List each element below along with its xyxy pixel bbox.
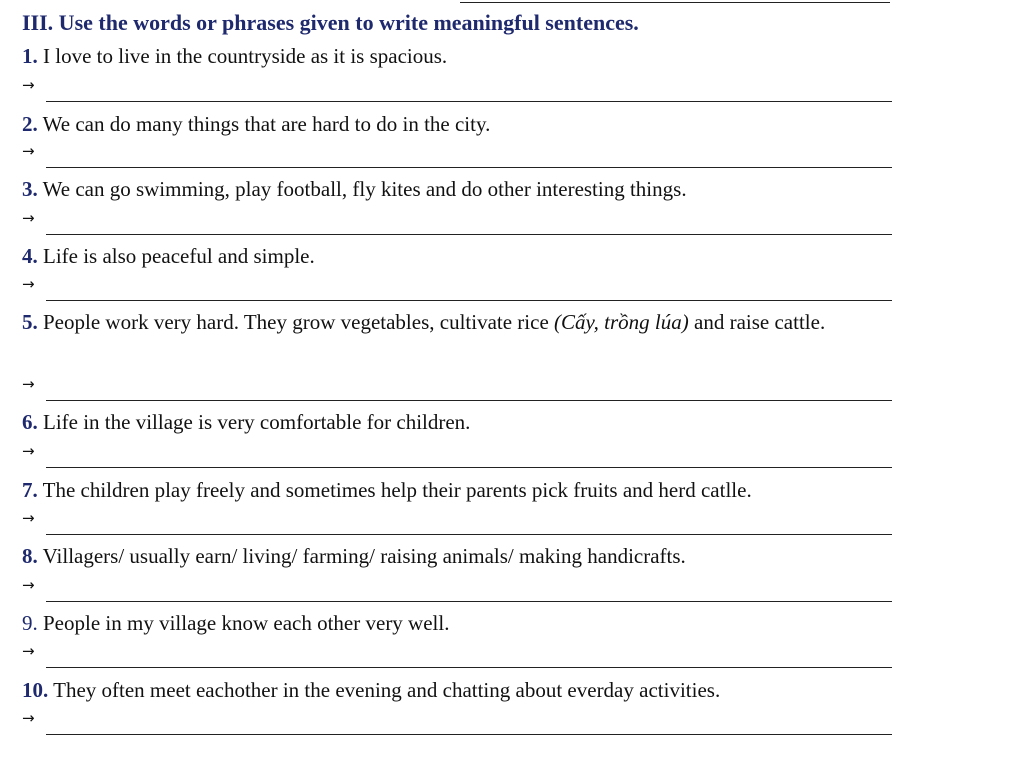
arrow-icon: → xyxy=(22,709,35,727)
question-text-continued: and raise cattle. xyxy=(688,310,826,334)
question-number: 6. xyxy=(22,410,38,434)
arrow-icon: → xyxy=(22,442,35,460)
question-text: Life is also peaceful and simple. xyxy=(37,244,315,268)
answer-underline xyxy=(46,300,892,301)
arrow-icon: → xyxy=(22,209,35,227)
question-number: 8. xyxy=(22,544,38,568)
question-10 xyxy=(22,674,720,706)
answer-line-2[interactable] xyxy=(22,142,892,168)
question-6 xyxy=(22,406,470,438)
answer-underline xyxy=(46,167,892,168)
answer-line-4[interactable] xyxy=(22,275,892,301)
question-5 xyxy=(22,306,984,338)
question-7 xyxy=(22,474,752,506)
question-8 xyxy=(22,540,686,572)
answer-line-5[interactable] xyxy=(22,375,892,401)
answer-line-7[interactable] xyxy=(22,509,892,535)
question-number: 2. xyxy=(22,112,38,136)
question-number: 1. xyxy=(22,44,38,68)
question-9 xyxy=(22,607,449,639)
arrow-icon: → xyxy=(22,375,35,393)
answer-underline xyxy=(46,101,892,102)
question-text: We can go swimming, play football, fly kites and do other interesting things. xyxy=(37,177,687,201)
answer-line-6[interactable] xyxy=(22,442,892,468)
question-text: We can do many things that are hard to do in the city. xyxy=(37,112,491,136)
arrow-icon: → xyxy=(22,642,35,660)
question-number: 7. xyxy=(22,478,38,502)
question-number: 9. xyxy=(22,611,38,635)
question-text: I love to live in the countryside as it is spacious. xyxy=(37,44,448,68)
question-2 xyxy=(22,108,490,140)
arrow-icon: → xyxy=(22,576,35,594)
answer-line-8[interactable] xyxy=(22,576,892,602)
answer-underline xyxy=(46,534,892,535)
question-text: Villagers/ usually earn/ living/ farming/ raising animals/ making handicrafts. xyxy=(37,544,686,568)
answer-underline xyxy=(46,467,892,468)
arrow-icon: → xyxy=(22,509,35,527)
question-4 xyxy=(22,240,315,272)
question-1 xyxy=(22,40,447,72)
answer-line-9[interactable] xyxy=(22,642,892,668)
answer-underline xyxy=(46,400,892,401)
question-text: The children play freely and sometimes help their parents pick fruits and herd catlle. xyxy=(37,478,752,502)
question-text: People work very hard. They grow vegetables, cultivate rice xyxy=(37,310,555,334)
answer-line-3[interactable] xyxy=(22,209,892,235)
question-text: People in my village know each other very well. xyxy=(37,611,450,635)
arrow-icon: → xyxy=(22,76,35,94)
answer-underline xyxy=(46,734,892,735)
question-number: 4. xyxy=(22,244,38,268)
top-rule xyxy=(460,2,890,3)
answer-underline xyxy=(46,667,892,668)
question-number: 3. xyxy=(22,177,38,201)
question-3 xyxy=(22,173,687,205)
arrow-icon: → xyxy=(22,142,35,160)
answer-line-1[interactable] xyxy=(22,76,892,102)
vietnamese-gloss: (Cấy, trồng lúa) xyxy=(554,310,689,334)
question-number: 10. xyxy=(22,678,49,702)
question-number: 5. xyxy=(22,310,38,334)
question-text: They often meet eachother in the evening and chatting about everday activities. xyxy=(48,678,721,702)
question-text: Life in the village is very comfortable for children. xyxy=(37,410,471,434)
section-heading: III. Use the words or phrases given to write meaningful sentences. xyxy=(22,10,639,35)
arrow-icon: → xyxy=(22,275,35,293)
answer-line-10[interactable] xyxy=(22,709,892,735)
answer-underline xyxy=(46,601,892,602)
answer-underline xyxy=(46,234,892,235)
